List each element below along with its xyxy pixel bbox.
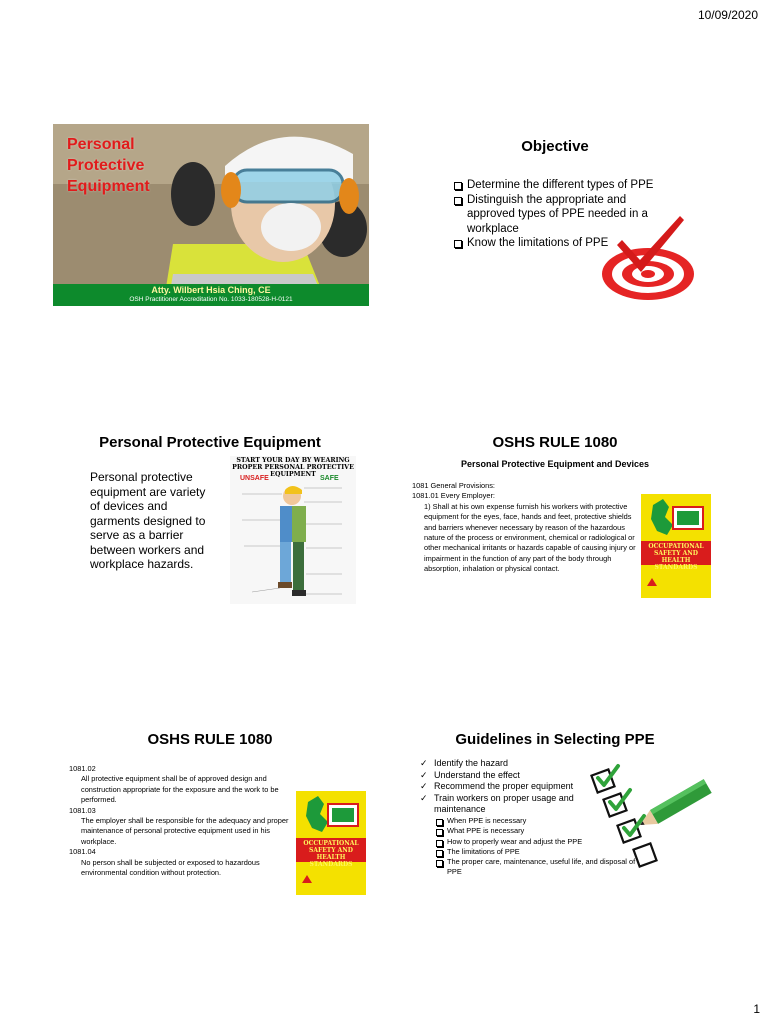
guideline-item: ✓ Identify the hazard bbox=[420, 758, 595, 770]
ppe-title: Personal Protective Equipment bbox=[99, 434, 321, 451]
title-line-2: Protective bbox=[67, 157, 145, 174]
book-title-2: OCCUPATIONAL SAFETY AND HEALTH STANDARDS bbox=[296, 838, 366, 862]
poster-heading: START YOUR DAY BY WEARING PROPER PERSONAL PROTECTIVE EQUIPMENT bbox=[232, 457, 354, 478]
worker-comparison-illustration bbox=[230, 484, 356, 602]
oshs-rule-subtitle: Personal Protective Equipment and Devices bbox=[460, 459, 650, 469]
guideline-item: ✓ Train workers on proper usage and maintenance bbox=[420, 793, 595, 816]
philippines-map-icon bbox=[302, 794, 362, 836]
title-line-1: Personal bbox=[67, 136, 135, 153]
book-title: OCCUPATIONAL SAFETY AND HEALTH STANDARDS bbox=[641, 541, 711, 565]
target-check-icon bbox=[600, 212, 705, 304]
training-topic: When PPE is necessary bbox=[436, 816, 636, 826]
title-line-3: Equipment bbox=[67, 178, 150, 195]
author-band bbox=[53, 284, 369, 306]
employer-heading: 1081.01 Every Employer: bbox=[412, 491, 495, 501]
objective-item: Distinguish the appropriate and approved types of PPE needed in a workplace bbox=[454, 193, 669, 237]
guidelines-title: Guidelines in Selecting PPE bbox=[455, 731, 655, 748]
training-topic: The proper care, maintenance, useful life, and disposal of PPE bbox=[436, 857, 636, 878]
checklist-pencil-icon bbox=[590, 752, 715, 870]
poster-safe-label: SAFE bbox=[320, 475, 339, 482]
objective-item: Determine the different types of PPE bbox=[454, 178, 669, 193]
objective-item: Know the limitations of PPE bbox=[454, 236, 669, 251]
rule-code: 1081.04 bbox=[69, 847, 96, 857]
training-topic: How to properly wear and adjust the PPE bbox=[436, 837, 636, 847]
title-slide-heading bbox=[67, 134, 187, 197]
author-name: Atty. Wilbert Hsia Ching, CE bbox=[151, 285, 271, 295]
objective-title: Objective bbox=[521, 138, 589, 155]
dole-logo-icon bbox=[302, 875, 312, 883]
oshs-book-cover-2 bbox=[296, 791, 366, 895]
rule-items bbox=[69, 764, 291, 878]
guidelines-checklist bbox=[420, 758, 595, 816]
general-provisions bbox=[412, 481, 638, 575]
guideline-item: ✓ Understand the effect bbox=[420, 770, 595, 782]
page-number: 1 bbox=[753, 1002, 760, 1016]
rule-code: 1081.03 bbox=[69, 805, 96, 815]
rule-text: All protective equipment shall be of approved design and construction appropriate for the exposure and the work to be performed. bbox=[81, 774, 279, 805]
philippines-map-icon bbox=[647, 497, 707, 539]
guideline-item: ✓ Recommend the proper equipment bbox=[420, 781, 595, 793]
ppe-poster bbox=[230, 456, 356, 604]
rule-text: No person shall be subjected or exposed to hazardous environmental condition without protection. bbox=[81, 857, 260, 878]
provisions-heading: 1081 General Provisions: bbox=[412, 481, 495, 490]
oshs-rule-title: OSHS RULE 1080 bbox=[492, 434, 618, 451]
training-topic: The limitations of PPE bbox=[436, 847, 636, 857]
employer-duty-text: 1) Shall at his own expense furnish his workers with protective equipment for the eyes, face, hands and feet, protective shields and barriers whenever necessary by reason of the hazardous nature of the process or environment, chemical or radiological or other mechanical irritants or hazards capable of causing injury or impairment in the function of any part of the body through absorption, inhalation or physical contact. bbox=[424, 501, 636, 574]
oshs-book-cover bbox=[641, 494, 711, 598]
poster-unsafe-label: UNSAFE bbox=[240, 475, 269, 482]
rule-code: 1081.02 bbox=[69, 764, 96, 773]
training-topic: What PPE is necessary bbox=[436, 826, 636, 836]
ppe-definition: Personal protective equipment are variety of devices and garments designed to serve as a barrier between workers and workplace hazards. bbox=[90, 470, 206, 571]
print-date: 10/09/2020 bbox=[697, 8, 758, 22]
dole-logo-icon bbox=[647, 578, 657, 586]
title-slide bbox=[53, 124, 369, 306]
accreditation-number: OSH Practitioner Accreditation No. 1033-180528-H-0121 bbox=[129, 296, 293, 303]
oshs-rule-title-2: OSHS RULE 1080 bbox=[147, 731, 273, 748]
rule-text: The employer shall be responsible for the adequacy and proper maintenance of personal protective equipment used in his workplace. bbox=[81, 816, 289, 846]
